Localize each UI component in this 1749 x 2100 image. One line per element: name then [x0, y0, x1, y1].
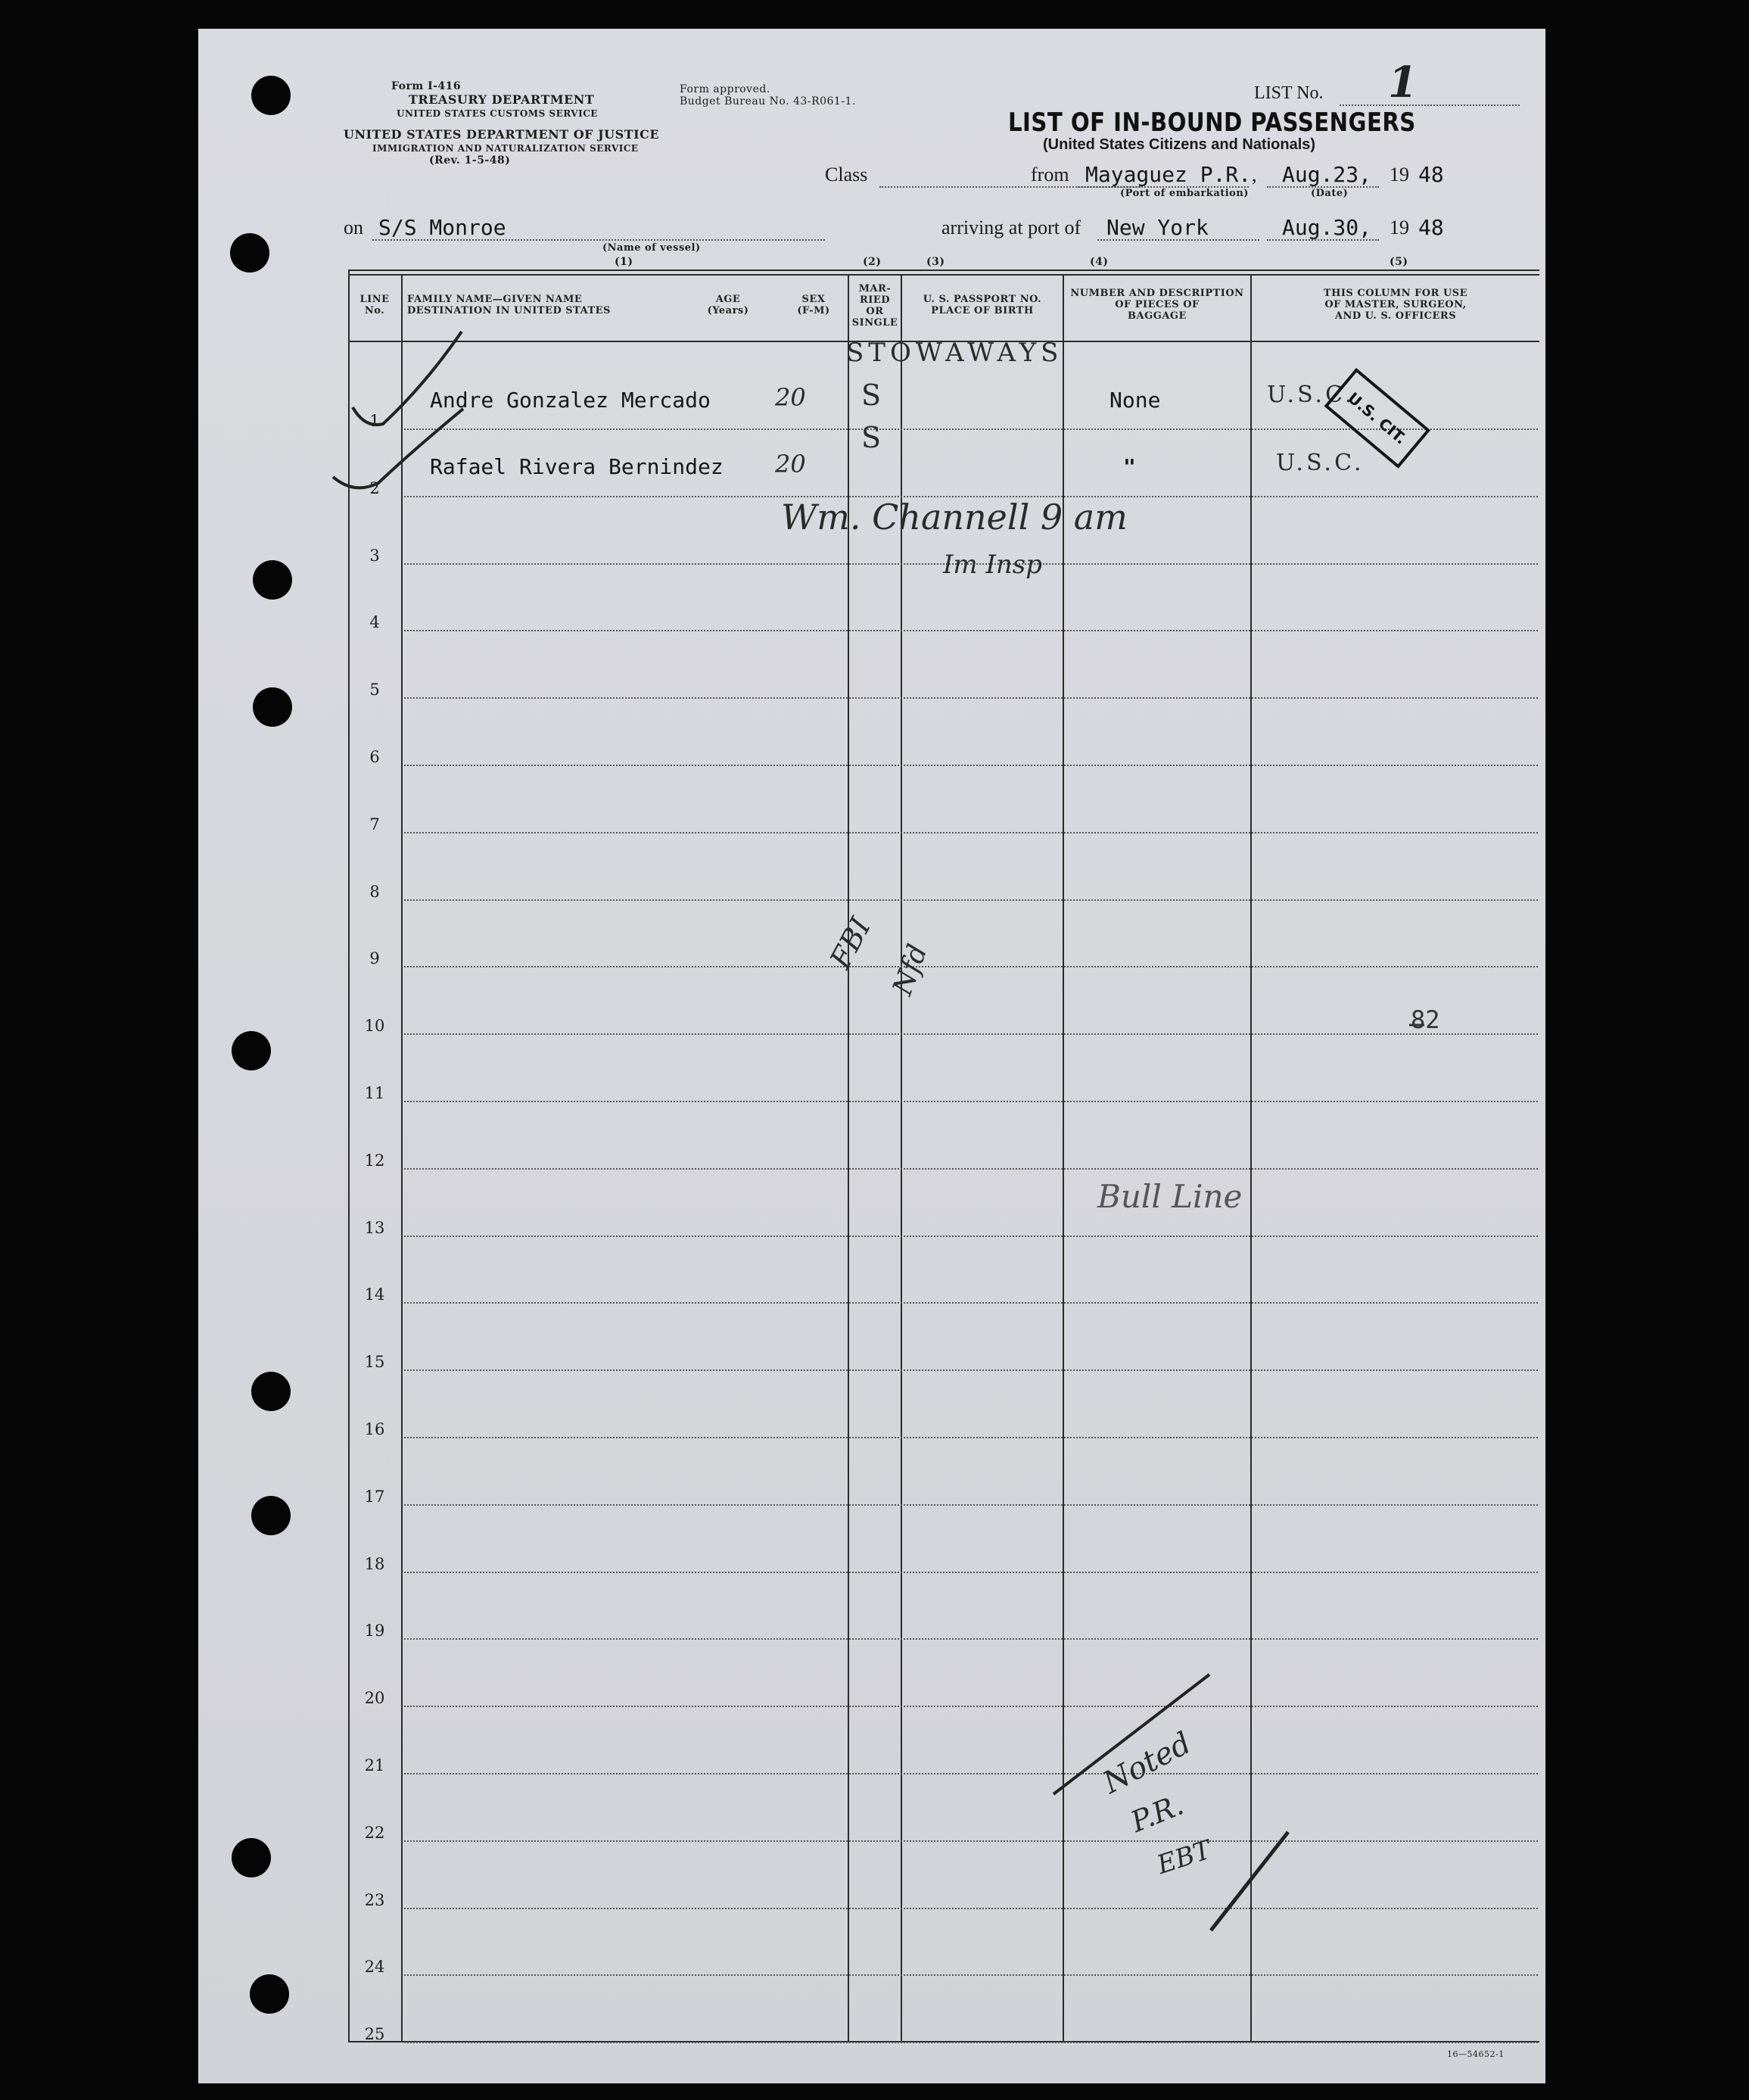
list-number-value: 1 — [1388, 58, 1418, 107]
print-code: 16—54652-1 — [1447, 2049, 1505, 2059]
punch-hole — [253, 687, 292, 727]
line-number: 2 — [369, 479, 380, 497]
line-number: 4 — [369, 613, 380, 631]
punch-hole — [232, 1031, 271, 1070]
passenger-1-baggage: None — [1109, 388, 1161, 413]
from-label: from — [1031, 164, 1069, 185]
manifest-page — [198, 29, 1545, 2083]
tally-number: 82 — [1411, 1005, 1440, 1034]
fbi-note: FBI — [823, 911, 878, 974]
punch-hole — [232, 1838, 271, 1877]
header-baggage: NUMBER AND DESCRIPTION OF PIECES OF BAGGAGE — [1070, 288, 1244, 322]
line-number: 21 — [364, 1756, 385, 1774]
line-number: 8 — [369, 883, 380, 901]
year-prefix-2: 19 — [1390, 217, 1409, 238]
col-number-2: (2) — [863, 256, 882, 268]
strike-line-2 — [1211, 1832, 1288, 1930]
bull-line-note: Bull Line — [1097, 1178, 1243, 1215]
passenger-2-name: Rafael Rivera Bernindez — [430, 454, 724, 479]
treasury-department: TREASURY DEPARTMENT — [409, 92, 595, 107]
revision: (Rev. 1-5-48) — [429, 154, 511, 167]
line-number: 12 — [364, 1151, 385, 1170]
vessel-name: S/S Monroe — [378, 215, 506, 240]
passenger-2-baggage: " — [1123, 454, 1136, 479]
embark-year: 48 — [1418, 162, 1444, 187]
list-number-label: LIST No. — [1254, 83, 1324, 103]
arrival-date: Aug.30, — [1282, 215, 1372, 240]
line-number: 16 — [364, 1420, 385, 1438]
date-caption: (Date) — [1311, 188, 1349, 199]
strike-line-1 — [1053, 1675, 1209, 1794]
header-line-no: LINE No. — [359, 294, 390, 316]
line-number: 7 — [369, 815, 380, 833]
passenger-1-status: S — [861, 379, 882, 412]
passenger-2-officer-note: U.S.C. — [1276, 450, 1365, 476]
embark-caption: (Port of embarkation) — [1120, 188, 1249, 199]
arrival-year: 48 — [1418, 215, 1444, 240]
passenger-1-age: 20 — [775, 383, 806, 412]
line-number: 9 — [369, 949, 380, 967]
line-number: 22 — [364, 1824, 385, 1842]
page-subtitle: (United States Citizens and Nationals) — [1043, 136, 1316, 153]
line-number: 25 — [364, 2025, 385, 2043]
nfd-note: Nfd — [887, 940, 934, 1000]
pen-marks — [198, 29, 1545, 2083]
header-age: AGE (Years) — [707, 294, 749, 316]
line-number: 18 — [364, 1555, 385, 1573]
port-of-embarkation: Mayaguez P.R. — [1085, 162, 1252, 187]
line-number: 10 — [364, 1017, 385, 1035]
line-number: 23 — [364, 1891, 385, 1909]
line-number: 15 — [364, 1353, 385, 1371]
arriving-label: arriving at port of — [941, 217, 1081, 238]
port-of-arrival: New York — [1106, 215, 1209, 240]
line-number: 19 — [364, 1622, 385, 1640]
line-number: 24 — [364, 1958, 385, 1976]
col-number-1: (1) — [615, 256, 633, 268]
stamp-text: U.S. CIT. — [1344, 388, 1411, 448]
col-number-5: (5) — [1390, 256, 1408, 268]
line-number: 6 — [369, 748, 380, 766]
checkmark-1 — [353, 332, 462, 425]
line-number: 14 — [364, 1285, 385, 1304]
header-married: MAR- RIED OR SINGLE — [851, 283, 898, 329]
passenger-1-officer-note: U.S.C. — [1267, 382, 1355, 408]
embark-date: Aug.23, — [1282, 162, 1372, 187]
passenger-2-age: 20 — [775, 450, 806, 478]
on-label: on — [344, 217, 363, 238]
header-sex: SEX (F-M) — [797, 294, 830, 316]
noted-note: Noted — [1097, 1725, 1197, 1801]
line-number: 17 — [364, 1488, 385, 1506]
header-passport: U. S. PASSPORT NO. PLACE OF BIRTH — [923, 294, 1042, 316]
customs-service: UNITED STATES CUSTOMS SERVICE — [397, 108, 598, 119]
inspector-title: Im Insp — [943, 550, 1043, 580]
checkmark-2 — [333, 409, 463, 488]
col-number-3: (3) — [926, 256, 945, 268]
passenger-2-status: S — [861, 421, 882, 454]
line-number: 1 — [369, 412, 380, 430]
punch-hole — [250, 1974, 289, 2014]
punch-hole — [251, 1496, 291, 1535]
line-number: 3 — [369, 547, 380, 565]
passenger-1-name: Andre Gonzalez Mercado — [430, 388, 711, 413]
punch-hole — [253, 560, 292, 600]
form-number: Form I-416 — [391, 80, 462, 92]
year-prefix-1: 19 — [1390, 164, 1409, 185]
comma-1: , — [1252, 164, 1257, 185]
ins-line: IMMIGRATION AND NATURALIZATION SERVICE — [372, 143, 639, 154]
line-number: 13 — [364, 1219, 385, 1237]
header-name: FAMILY NAME—GIVEN NAME DESTINATION IN UNITED STATES — [407, 294, 611, 316]
page-title: LIST OF IN-BOUND PASSENGERS — [1008, 107, 1416, 138]
class-label: Class — [825, 164, 868, 185]
line-number: 5 — [369, 681, 380, 699]
noted-note-2: P.R. — [1126, 1787, 1188, 1839]
punch-hole — [251, 1372, 291, 1411]
punch-hole — [251, 76, 291, 115]
noted-note-3: EBT — [1153, 1834, 1215, 1881]
punch-hole — [230, 233, 269, 273]
line-number: 20 — [364, 1689, 385, 1707]
form-approved: Form approved. — [680, 83, 770, 95]
department-of-justice: UNITED STATES DEPARTMENT OF JUSTICE — [344, 127, 660, 142]
vessel-caption: (Name of vessel) — [602, 242, 701, 254]
header-officers: THIS COLUMN FOR USE OF MASTER, SURGEON, AND U. S. OFFICERS — [1323, 288, 1468, 322]
col-number-4: (4) — [1090, 256, 1109, 268]
budget-bureau: Budget Bureau No. 43-R061-1. — [680, 95, 856, 107]
inspector-signature: Wm. Channell 9 am — [781, 497, 1128, 537]
stowaways-note: STOWAWAYS — [846, 338, 1063, 368]
line-number: 11 — [364, 1084, 385, 1102]
